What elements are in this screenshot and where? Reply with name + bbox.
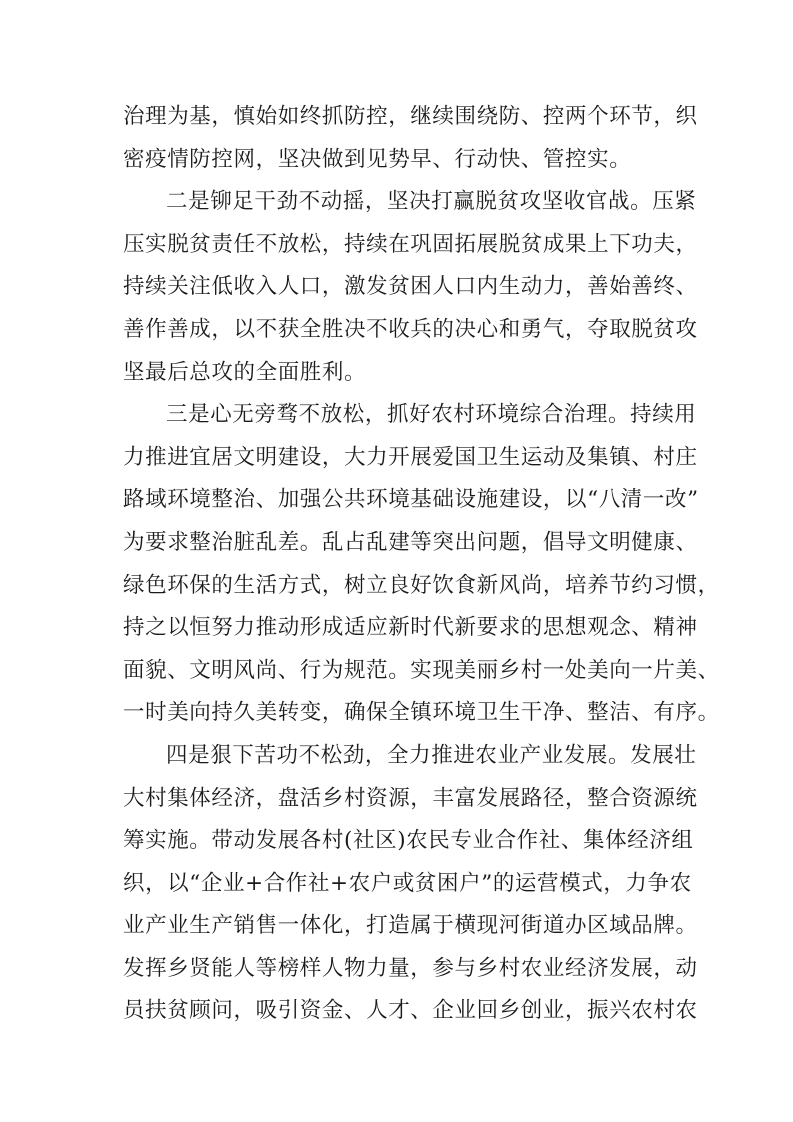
paragraph [123, 394, 720, 735]
text-line: 面貌、文明风尚、行为规范。实现美丽乡村一处美向一片美、 [123, 657, 720, 683]
text-line: 筹实施。带动发展各村(社区)农民专业合作社、集体经济组 [123, 828, 694, 854]
text-line: 织，以“企业+合作社+农户或贫困户”的运营模式，力争农 [123, 870, 692, 896]
text-line: 坚最后总攻的全面胜利。 [123, 359, 367, 385]
text-line: 治理为基，慎始如终抓防控，继续围绕防、控两个环节，织 [123, 104, 698, 129]
text-line: 持之以恒努力推动形成适应新时代新要求的思想观念、精神 [123, 615, 698, 641]
body-text [123, 96, 720, 1033]
text-line: 持续关注低收入人口，激发贫困人口内生动力，善始善终、 [123, 274, 698, 300]
text-line: 三是心无旁骛不放松，抓好农村环境综合治理。持续用 [166, 402, 697, 428]
paragraph [123, 181, 698, 394]
text-line: 大村集体经济，盘活乡村资源，丰富发展路径，整合资源统 [123, 785, 698, 811]
text-line: 善作善成，以不获全胜决不收兵的决心和勇气，夺取脱贫攻 [123, 316, 698, 342]
text-line: 绿色环保的生活方式，树立良好饮食新风尚，培养节约习惯， [123, 572, 720, 598]
text-line: 压实脱贫责任不放松，持续在巩固拓展脱贫成果上下功夫， [123, 231, 698, 257]
text-line: 业产业生产销售一体化，打造属于横现河街道办区域品牌。 [123, 913, 698, 939]
text-line: 二是铆足干劲不动摇，坚决打赢脱贫攻坚收官战。压紧 [166, 189, 697, 215]
paragraph [123, 735, 698, 1033]
text-line: 发挥乡贤能人等榜样人物力量，参与乡村农业经济发展，动 [123, 955, 698, 981]
text-line: 为要求整治脏乱差。乱占乱建等突出问题，倡导文明健康、 [123, 529, 698, 555]
text-line: 路域环境整治、加强公共环境基础设施建设，以“八清一改” [123, 487, 699, 513]
text-line: 力推进宜居文明建设，大力开展爱国卫生运动及集镇、村庄 [123, 444, 698, 470]
text-line: 一时美向持久美转变，确保全镇环境卫生干净、整洁、有序。 [123, 700, 720, 726]
paragraph [123, 96, 698, 181]
text-line: 四是狠下苦功不松劲，全力推进农业产业发展。发展壮 [166, 742, 697, 768]
text-line: 员扶贫顾问，吸引资金、人才、企业回乡创业，振兴农村农 [123, 998, 698, 1024]
text-line: 密疫情防控网，坚决做到见势早、行动快、管控实。 [123, 146, 632, 172]
